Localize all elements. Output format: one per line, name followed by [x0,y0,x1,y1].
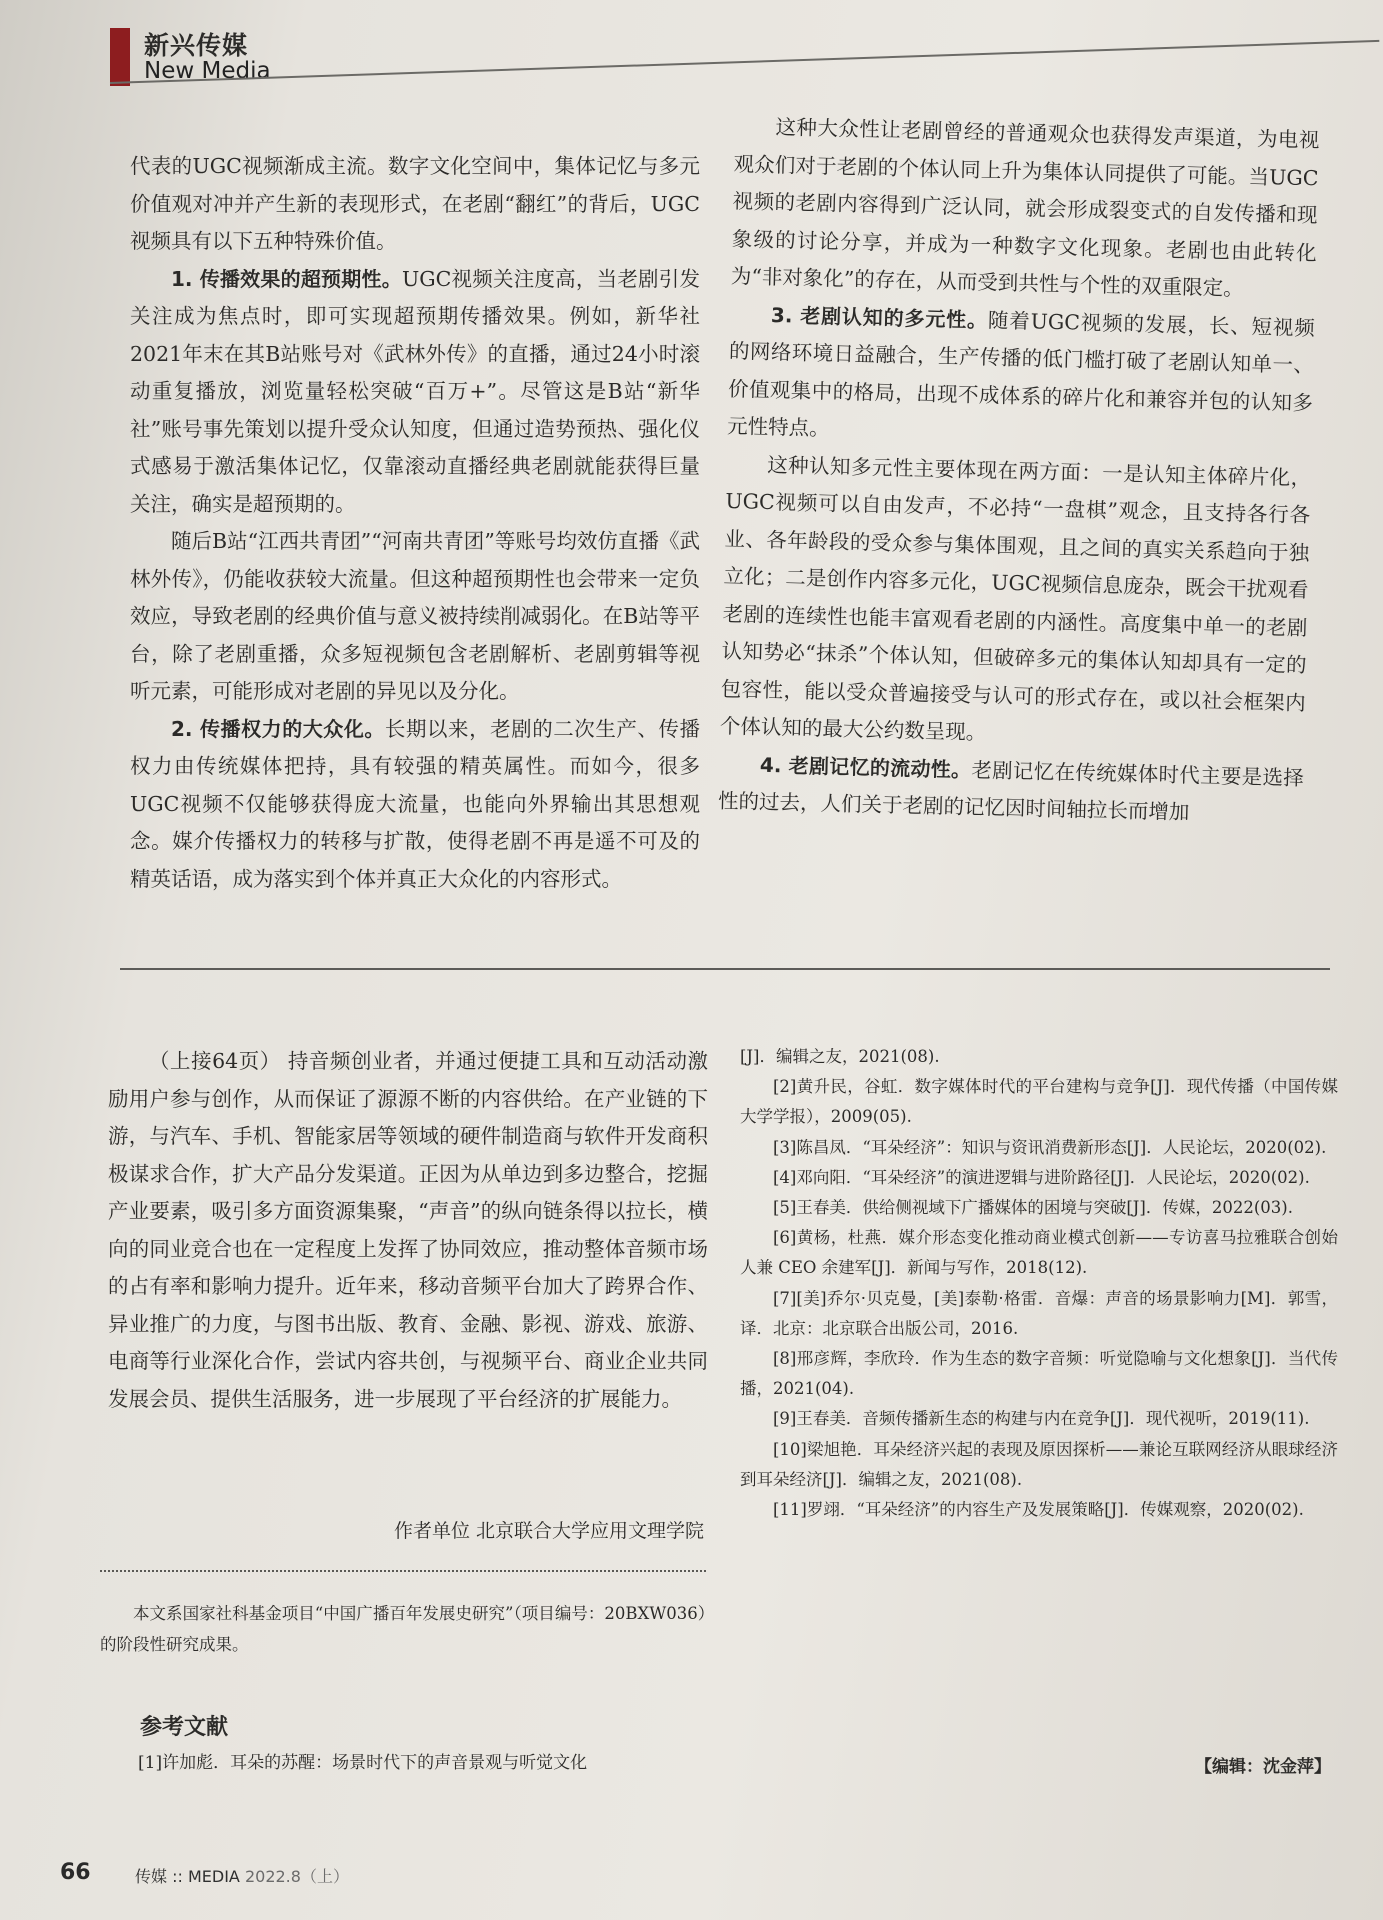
paragraph-text: 随着UGC视频的发展，长、短视频的网络环境日益融合，生产传播的低门槛打破了老剧认知单一、价值观集中的格局，出现不成体系的碎片化和兼容并包的认知多元性特点。 [726,307,1316,441]
issue-label: 2022.8（上） [244,1867,349,1886]
editor-credit: 【编辑：沈金萍】 [1195,1757,1331,1777]
continued-article-text [108,1043,708,1418]
paragraph-heading: 4. 老剧记忆的流动性。 [759,752,972,782]
section-color-bar [110,28,130,86]
paragraph [730,108,1319,310]
author-affiliation: 作者单位 北京联合大学应用文理学院 [393,1520,704,1542]
reference-item: [8]邢彦辉，李欣玲．作为生态的数字音频：听觉隐喻与文化想象[J]．当代传播，2021(04). [740,1349,1338,1399]
section-header [110,22,1110,92]
page-number: 66 [60,1860,91,1885]
paragraph-text: 这种认知多元性主要体现在两方面：一是认知主体碎片化，UGC视频可以自由发声，不必持“一盘棋”观念，且支持各行各业、各年龄段的受众参与集体围观，且之间的真实关系趋向于独立化；二是创作内容多元化，UGC视频信息庞杂，既会干扰观看老剧的连续性也能丰富观看老剧的内涵性。高度集中单一的老剧认知势必“抹杀”个体认知，但破碎多元的集体认知却具有一定的包容性，能以受众普遍接受与认可的形式存在，或以社会框架内个体认知的最大公约数呈现。 [719,452,1312,745]
paragraph-text: 代表的UGC视频渐成主流。数字文化空间中，集体记忆与多元价值观对冲并产生新的表现形式，在老剧“翻红”的背后，UGC视频具有以下五种特殊价值。 [130,154,700,253]
reference-item: [J]．编辑之友，2021(08). [740,1047,940,1066]
paragraph [719,445,1311,759]
journal-name [135,1864,349,1887]
continued-paragraph: （上接64页） 持音频创业者，并通过便捷工具和互动活动激励用户参与创作，从而保证了源源不断的内容供给。在产业链的下游，与汽车、手机、智能家居等领域的硬件制造商与软件开发商积极谋求合作，扩大产品分发渠道。正因为从单边到多边整合，挖掘产业要素，吸引多方面资源集聚，“声音”的纵向链条得以拉长，横向的同业竞合也在一定程度上发挥了协同效应，推动整体音频市场的占有率和影响力提升。近年来，移动音频平台加大了跨界合作、异业推广的力度，与图书出版、教育、金融、影视、游戏、旅游、电商等行业深化合作，尝试内容共创，与视频平台、商业企业共同发展会员、提供生活服务，进一步展现了平台经济的扩展能力。 [108,1049,708,1411]
reference-item: [4]邓向阳．“耳朵经济”的演进逻辑与进阶路径[J]．人民论坛，2020(02). [773,1167,1310,1187]
paragraph-text: 随后B站“江西共青团”“河南共青团”等账号均效仿直播《武林外传》，仍能收获较大流量。但这种超预期性也会带来一定负效应，导致老剧的经典价值与意义被持续削减弱化。在B站等平台，除了老剧重播，众多短视频包含老剧解析、老剧剪辑等视听元素，可能形成对老剧的异见以及分化。 [130,529,700,703]
section-title-en: New Media [144,58,271,84]
reference-item: [2]黄升民，谷虹．数字媒体时代的平台建构与竞争[J]．现代传播（中国传媒大学学报），2009(05). [740,1077,1338,1127]
paragraph-text: UGC视频关注度高，当老剧引发关注成为焦点时，即可实现超预期传播效果。例如，新华社2021年末在其B站账号对《武林外传》的直播，通过24小时滚动重复播放，浏览量轻松突破“百万+”。尽管这是B站“新华社”账号事先策划以提升受众认知度，但通过造势预热、强化仪式感易于激活集体记忆，仅靠滚动直播经典老剧就能获得巨量关注，确实是超预期的。 [130,266,700,516]
reference-item: [6]黄杨，杜燕．媒介形态变化推动商业模式创新——专访喜马拉雅联合创始人兼 CEO 余建军[J]．新闻与写作，2018(12). [740,1228,1338,1278]
paragraph-text: 老剧记忆在传统媒体时代主要是选择性的过去，人们关于老剧的记忆因时间轴拉长而增加 [717,757,1305,825]
reference-item: [9]王春美．音频传播新生态的构建与内在竞争[J]．现代视听，2019(11). [773,1409,1310,1429]
paragraph [727,295,1315,459]
reference-item: [10]梁旭艳．耳朵经济兴起的表现及原因探析——兼论互联网经济从眼球经济到耳朵经济[J]．编辑之友，2021(08). [740,1439,1338,1489]
section-divider [120,968,1330,970]
paragraph [130,711,700,899]
right-column-body [718,108,1320,835]
section-title-cn: 新兴传媒 [144,31,249,60]
reference-item: [5]王春美．供给侧视域下广播媒体的困境与突破[J]．传媒，2022(03). [773,1198,1293,1218]
left-column-body [130,148,700,898]
reference-item: [1]许加彪．耳朵的苏醒：场景时代下的声音景观与听觉文化 [138,1753,588,1773]
references-list [740,1042,1338,1525]
paragraph-heading: 2. 传播权力的大众化。 [171,716,385,741]
paragraph [130,261,700,524]
paragraph-text: 长期以来，老剧的二次生产、传播权力由传统媒体把持，具有较强的精英属性。而如今，很多UGC视频不仅能够获得庞大流量，也能向外界输出其思想观念。媒介传播权力的转移与扩散，使得老剧不再是遥不可及的精英话语，成为落实到个体并真正大众化的内容形式。 [130,716,700,891]
paragraph [718,745,1305,834]
reference-item: [7][美]乔尔·贝克曼，[美]泰勒·格雷．音爆：声音的场景影响力[M]．郭雪，译．北京：北京联合出版公司，2016. [740,1288,1338,1338]
paragraph [130,148,700,261]
funding-note: 本文系国家社科基金项目“中国广播百年发展史研究”（项目编号：20BXW036）的阶段性研究成果。 [100,1604,706,1654]
paragraph-heading: 3. 老剧认知的多元性。 [770,302,989,332]
journal-title: 传媒 :: MEDIA [135,1867,240,1886]
references-heading: 参考文献 [140,1715,229,1740]
reference-item: [3]陈昌凤．“耳朵经济”：知识与资讯消费新形态[J]．人民论坛，2020(02). [773,1137,1327,1157]
paragraph-text: 这种大众性让老剧曾经的普通观众也获得发声渠道，为电视观众们对于老剧的个体认同上升为集体认同提供了可能。当UGC视频的老剧内容得到广泛认同，就会形成裂变式的自发传播和现象级的讨论分享，并成为一种数字文化现象。老剧也由此转化为“非对象化”的存在，从而受到共性与个性的双重限定。 [730,114,1320,301]
paragraph-heading: 1. 传播效果的超预期性。 [171,266,402,291]
paragraph [130,523,700,711]
reference-item: [11]罗翊．“耳朵经济”的内容生产及发展策略[J]．传媒观察，2020(02). [773,1500,1304,1520]
dotted-divider [100,1570,706,1572]
